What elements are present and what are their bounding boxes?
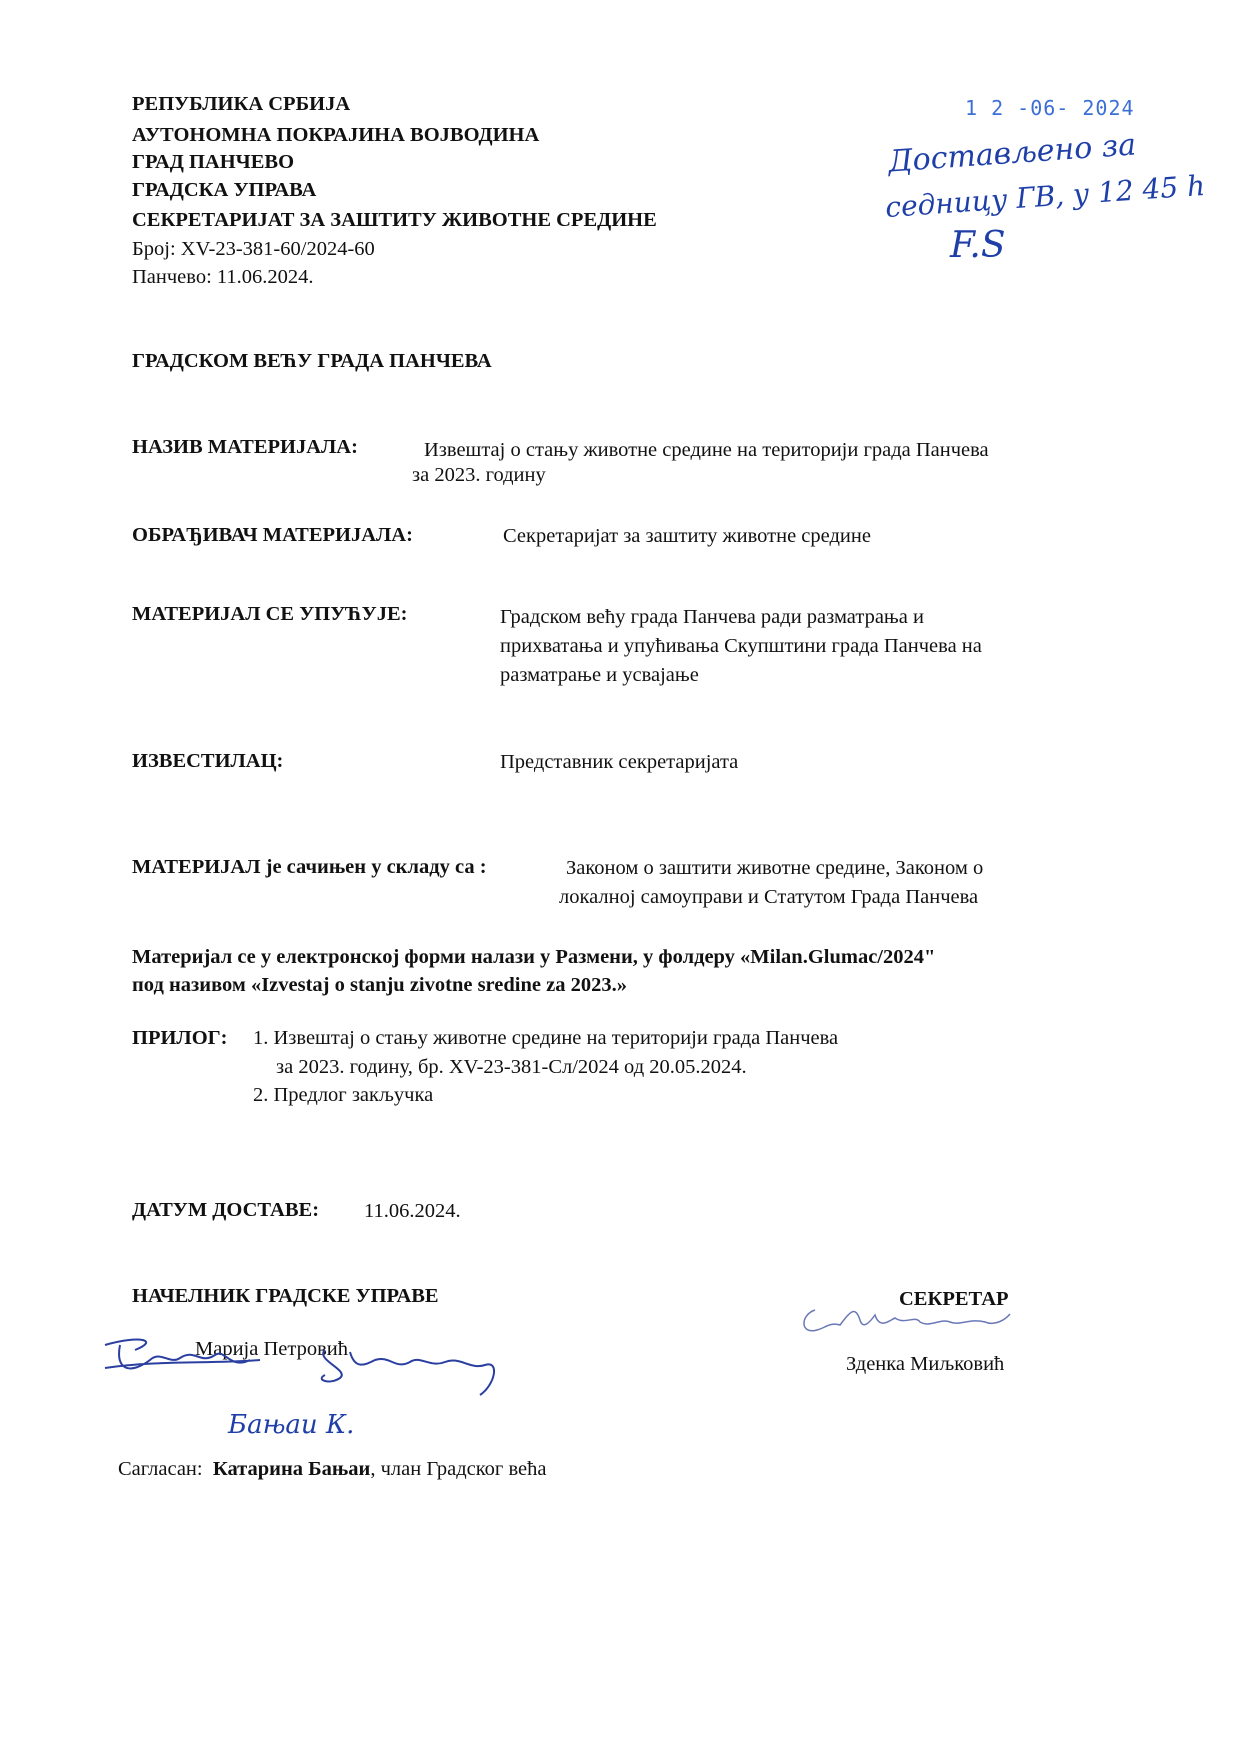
consent-name: Катарина Бањаи: [212, 1458, 371, 1480]
recipient: ГРАДСКОМ ВЕЋУ ГРАДА ПАНЧЕВА: [132, 350, 492, 372]
header-line: СЕКРЕТАРИЈАТ ЗА ЗАШТИТУ ЖИВОТНЕ СРЕДИНЕ: [132, 209, 657, 231]
handwritten-initials: F.S: [950, 225, 1006, 266]
attachment-item: 1. Извештај о стању животне средине на територији града Панчева: [253, 1027, 839, 1049]
handwritten-initials: Бањаи К.: [228, 1410, 355, 1440]
upucuje-value: разматрање и усвајање: [500, 664, 699, 686]
consent-label: Сагласан:: [118, 1458, 203, 1480]
compliance-label: МАТЕРИЈАЛ је сачињен у складу са :: [132, 856, 487, 878]
place-date: Панчево: 11.06.2024.: [132, 266, 314, 288]
left-signatory-name: Марија Петровић: [195, 1338, 348, 1360]
naziv-value: за 2023. годину: [412, 464, 546, 486]
obradjivac-value: Секретаријат за заштиту животне средине: [503, 525, 871, 547]
attachment-item: 2. Предлог закључка: [253, 1084, 434, 1106]
compliance-value: локалној самоуправи и Статутом Града Панчева: [559, 886, 979, 908]
handwritten-note: Достављено за: [887, 127, 1138, 180]
consent-line: [118, 1456, 546, 1482]
document-number: Број: XV-23-381-60/2024-60: [132, 238, 375, 260]
upucuje-label: МАТЕРИЈАЛ СЕ УПУЋУЈЕ:: [132, 603, 408, 625]
left-signatory-title: НАЧЕЛНИК ГРАДСКЕ УПРАВЕ: [132, 1285, 439, 1307]
delivery-label: ДАТУМ ДОСТАВЕ:: [132, 1199, 320, 1221]
handwritten-note: седницу ГВ, у 12 45 h: [884, 168, 1207, 225]
header-line: АУТОНОМНА ПОКРАЈИНА ВОЈВОДИНА: [132, 124, 540, 146]
obradjivac-label: ОБРАЂИВАЧ МАТЕРИЈАЛА:: [132, 524, 413, 546]
electronic-note: под називом «Izvestaj o stanju zivotne sredine za 2023.»: [132, 974, 627, 996]
received-stamp-date: 1 2 -06- 2024: [965, 96, 1135, 120]
header-line: РЕПУБЛИКА СРБИЈА: [132, 93, 351, 115]
upucuje-value: прихватања и упућивања Скупштини града Панчева на: [500, 635, 982, 657]
attachments-label: ПРИЛОГ:: [132, 1027, 228, 1049]
izvestilac-label: ИЗВЕСТИЛАЦ:: [132, 750, 284, 772]
header-line: ГРАД ПАНЧЕВО: [132, 151, 295, 173]
header-line: ГРАДСКА УПРАВА: [132, 179, 317, 201]
delivery-date: 11.06.2024.: [364, 1200, 461, 1222]
izvestilac-value: Представник секретаријата: [500, 751, 739, 773]
right-signatory-title: СЕКРЕТАР: [899, 1288, 1009, 1310]
compliance-value: Законом о заштити животне средине, Законом о: [566, 857, 984, 879]
right-signature: [795, 1300, 1065, 1350]
attachment-item: за 2023. годину, бр. XV-23-381-Сл/2024 од 20.05.2024.: [276, 1056, 747, 1078]
naziv-value: Извештај о стању животне средине на територији града Панчева: [424, 439, 989, 461]
electronic-note: Материјал се у електронској форми налази у Размени, у фолдеру «Milan.Glumac/2024": [132, 946, 936, 968]
naziv-label: НАЗИВ МАТЕРИЈАЛА:: [132, 436, 358, 458]
upucuje-value: Градском већу града Панчева ради разматрања и: [500, 606, 924, 628]
consent-role: , члан Градског већа: [370, 1458, 547, 1480]
right-signatory-name: Зденка Миљковић: [846, 1353, 1005, 1375]
